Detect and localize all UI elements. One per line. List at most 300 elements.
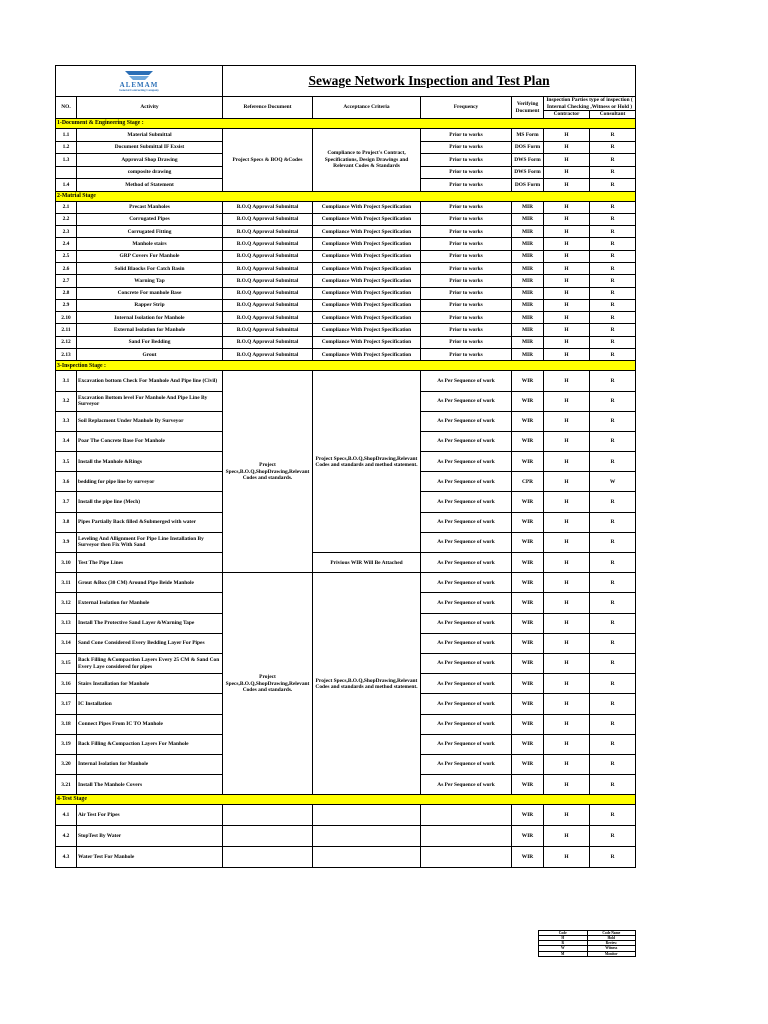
row-consultant: R	[590, 734, 636, 754]
row-acceptance: Compliance With Project Specification	[313, 238, 421, 250]
table-row	[56, 312, 636, 324]
legend-code-name: Witness	[587, 946, 636, 951]
row-activity: Rapper Strip	[77, 299, 223, 311]
row-contractor: H	[544, 714, 590, 734]
row-activity: Sand For Bedding	[77, 336, 223, 348]
row-contractor: H	[544, 593, 590, 613]
row-frequency: Prior to works	[421, 312, 512, 324]
row-consultant: R	[590, 653, 636, 673]
row-activity: Back Filling &Compaction Layers For Manhole	[77, 734, 223, 754]
row-consultant: R	[590, 452, 636, 472]
row-no: 3.18	[56, 714, 77, 734]
row-no: 3.7	[56, 492, 77, 512]
row-consultant: R	[590, 179, 636, 192]
table-row	[56, 573, 636, 593]
reference-document: Project Specs,B.O.Q,ShopDrawing,Relevant Codes and standards.	[223, 573, 313, 795]
row-contractor: H	[544, 694, 590, 714]
row-reference: B.O.Q Approval Submittal	[223, 262, 313, 274]
col-header-acceptance: Acceptance Criteria	[313, 97, 421, 119]
row-no: 3.10	[56, 553, 77, 573]
logo-text: ALEMAM	[119, 81, 159, 90]
row-verifying: WIR	[512, 613, 544, 633]
row-activity: Install The Protective Sand Layer &Warning Tape	[77, 613, 223, 633]
row-acceptance: Compliance With Project Specification	[313, 299, 421, 311]
row-no: 3.6	[56, 472, 77, 492]
row-verifying: WIR	[512, 411, 544, 431]
acceptance-criteria: Project Specs,B.O.Q,ShopDrawing,Relevant Codes and standards and method statement.	[313, 371, 421, 553]
row-activity: Material Submittal	[77, 129, 223, 142]
row-frequency: Prior to works	[421, 275, 512, 287]
row-verifying: WIR	[512, 391, 544, 411]
row-activity: Test The Pipe Lines	[77, 553, 223, 573]
row-no: 3.13	[56, 613, 77, 633]
row-verifying: WIR	[512, 553, 544, 573]
row-activity: Install the Manhole &Rings	[77, 452, 223, 472]
document-title: Sewage Network Inspection and Test Plan	[223, 66, 636, 97]
row-consultant: R	[590, 275, 636, 287]
row-reference: B.O.Q Approval Submittal	[223, 250, 313, 262]
row-frequency: Prior to works	[421, 336, 512, 348]
row-verifying: MIR	[512, 226, 544, 238]
row-activity: composite drawing	[77, 166, 223, 179]
row-reference: B.O.Q Approval Submittal	[223, 349, 313, 361]
row-contractor: H	[544, 238, 590, 250]
row-activity: Pipes Partially Back filled &Submerged with water	[77, 512, 223, 532]
row-reference: B.O.Q Approval Submittal	[223, 299, 313, 311]
row-acceptance: Compliance With Project Specification	[313, 201, 421, 213]
row-frequency: Prior to works	[421, 129, 512, 142]
table-row	[56, 826, 636, 847]
row-frequency: As Per Sequence of work	[421, 472, 512, 492]
reference-document: Project Specs,B.O.Q,ShopDrawing,Relevant Codes and standards.	[223, 371, 313, 573]
legend-code: W	[539, 946, 588, 951]
row-contractor: H	[544, 512, 590, 532]
row-contractor: H	[544, 349, 590, 361]
row-activity: Install The Manhole Covers	[77, 775, 223, 795]
stage-header	[56, 795, 636, 805]
row-verifying: MIR	[512, 349, 544, 361]
row-no: 3.21	[56, 775, 77, 795]
stage-header	[56, 191, 636, 201]
row-activity: Precast Manholes	[77, 201, 223, 213]
row-consultant: R	[590, 775, 636, 795]
row-consultant: R	[590, 238, 636, 250]
row-consultant: R	[590, 492, 636, 512]
row-consultant: R	[590, 411, 636, 431]
row-reference: B.O.Q Approval Submittal	[223, 213, 313, 225]
row-frequency: As Per Sequence of work	[421, 553, 512, 573]
row-frequency: Prior to works	[421, 250, 512, 262]
row-frequency: As Per Sequence of work	[421, 653, 512, 673]
row-activity: Warning Tap	[77, 275, 223, 287]
row-frequency: Prior to works	[421, 141, 512, 154]
row-activity: Air Test For Pipes	[77, 805, 223, 826]
row-contractor: H	[544, 734, 590, 754]
row-reference: B.O.Q Approval Submittal	[223, 238, 313, 250]
acceptance-criteria: Project Specs,B.O.Q,ShopDrawing,Relevant Codes and standards and method statement.	[313, 573, 421, 795]
row-reference	[223, 826, 313, 847]
row-contractor: H	[544, 336, 590, 348]
row-consultant: R	[590, 299, 636, 311]
row-no: 3.20	[56, 754, 77, 774]
row-verifying: MIR	[512, 262, 544, 274]
row-consultant: R	[590, 141, 636, 154]
row-contractor: H	[544, 653, 590, 673]
row-frequency: As Per Sequence of work	[421, 411, 512, 431]
row-frequency: Prior to works	[421, 213, 512, 225]
row-frequency: As Per Sequence of work	[421, 492, 512, 512]
row-activity: Install the pipe line (Mech)	[77, 492, 223, 512]
row-no: 2.12	[56, 336, 77, 348]
row-contractor: H	[544, 226, 590, 238]
row-frequency: As Per Sequence of work	[421, 573, 512, 593]
stage-label: 2-Matrial Stage	[56, 191, 636, 201]
row-verifying: WIR	[512, 674, 544, 694]
row-frequency: Prior to works	[421, 287, 512, 299]
row-reference: B.O.Q Approval Submittal	[223, 275, 313, 287]
row-reference: B.O.Q Approval Submittal	[223, 287, 313, 299]
row-verifying: MS Form	[512, 129, 544, 142]
legend-code-name: Monitor	[587, 951, 636, 956]
table-row	[56, 336, 636, 348]
row-frequency: Prior to works	[421, 349, 512, 361]
row-frequency: As Per Sequence of work	[421, 694, 512, 714]
row-no: 3.15	[56, 653, 77, 673]
row-consultant: R	[590, 336, 636, 348]
row-frequency: As Per Sequence of work	[421, 593, 512, 613]
row-verifying: DOS Form	[512, 141, 544, 154]
table-row	[56, 805, 636, 826]
stage-header	[56, 361, 636, 371]
row-consultant: R	[590, 371, 636, 391]
row-verifying: DWS Form	[512, 166, 544, 179]
row-frequency: As Per Sequence of work	[421, 431, 512, 451]
row-consultant: R	[590, 714, 636, 734]
company-logo	[57, 69, 221, 92]
row-contractor: H	[544, 775, 590, 795]
row-no: 3.9	[56, 532, 77, 552]
row-acceptance	[313, 826, 421, 847]
row-no: 2.2	[56, 213, 77, 225]
row-acceptance: Compliance With Project Specification	[313, 336, 421, 348]
row-verifying: WIR	[512, 431, 544, 451]
col-header-verifying: Verifying Document	[512, 97, 544, 119]
row-consultant: R	[590, 553, 636, 573]
row-contractor: H	[544, 847, 590, 868]
row-contractor: H	[544, 472, 590, 492]
col-header-activity: Activity	[77, 97, 223, 119]
row-no: 3.2	[56, 391, 77, 411]
row-no: 4.3	[56, 847, 77, 868]
table-row	[56, 553, 636, 573]
row-activity: bedding for pipe line by surveyor	[77, 472, 223, 492]
row-no: 1.1	[56, 129, 77, 142]
row-verifying: WIR	[512, 694, 544, 714]
stage-label: 4-Test Stage	[56, 795, 636, 805]
row-consultant: R	[590, 201, 636, 213]
row-no: 3.17	[56, 694, 77, 714]
row-activity: IC Installation	[77, 694, 223, 714]
table-row	[56, 275, 636, 287]
row-consultant: R	[590, 573, 636, 593]
row-verifying: DOS Form	[512, 179, 544, 192]
row-frequency: Prior to works	[421, 154, 512, 167]
row-verifying: MIR	[512, 238, 544, 250]
row-consultant: R	[590, 166, 636, 179]
reference-document: Project Specs & BOQ &Codes	[223, 129, 313, 192]
row-verifying: WIR	[512, 826, 544, 847]
row-acceptance: Compliance With Project Specification	[313, 324, 421, 336]
row-frequency: As Per Sequence of work	[421, 391, 512, 411]
legend-code-name: Hold	[587, 936, 636, 941]
row-no: 3.14	[56, 633, 77, 653]
row-consultant: R	[590, 613, 636, 633]
row-activity: Document Submittal IF Exsist	[77, 141, 223, 154]
row-no: 2.8	[56, 287, 77, 299]
row-no: 3.3	[56, 411, 77, 431]
row-frequency: As Per Sequence of work	[421, 512, 512, 532]
row-verifying: WIR	[512, 532, 544, 552]
row-contractor: H	[544, 179, 590, 192]
row-no: 2.11	[56, 324, 77, 336]
row-acceptance: Compliance With Project Specification	[313, 250, 421, 262]
row-no	[56, 166, 77, 179]
table-row	[56, 226, 636, 238]
logo-subtext: General Contracting Company	[119, 88, 159, 93]
stage-header	[56, 119, 636, 129]
row-acceptance: Compliance With Project Specification	[313, 226, 421, 238]
row-frequency: Prior to works	[421, 201, 512, 213]
row-contractor: H	[544, 299, 590, 311]
table-row	[56, 324, 636, 336]
row-verifying: WIR	[512, 452, 544, 472]
row-verifying: WIR	[512, 775, 544, 795]
row-activity: Soil Replacment Under Manhole By Surveyor	[77, 411, 223, 431]
row-activity: Connect Pipes From IC TO Manhole	[77, 714, 223, 734]
row-activity: GRP Covers For Manhole	[77, 250, 223, 262]
row-verifying: WIR	[512, 512, 544, 532]
row-no: 3.5	[56, 452, 77, 472]
row-contractor: H	[544, 826, 590, 847]
row-no: 2.6	[56, 262, 77, 274]
row-frequency: Prior to works	[421, 238, 512, 250]
legend-code-name: Review	[587, 941, 636, 946]
legend-row	[539, 951, 636, 956]
row-no: 3.19	[56, 734, 77, 754]
stage-label: 1-Document & Engineering Stage :	[56, 119, 636, 129]
row-contractor: H	[544, 553, 590, 573]
row-contractor: H	[544, 154, 590, 167]
col-header-consultant: Consultant	[590, 111, 636, 119]
row-contractor: H	[544, 674, 590, 694]
row-consultant: R	[590, 154, 636, 167]
col-header-reference: Reference Document	[223, 97, 313, 119]
itp-table	[55, 65, 636, 868]
row-contractor: H	[544, 312, 590, 324]
row-reference: B.O.Q Approval Submittal	[223, 324, 313, 336]
table-row	[56, 213, 636, 225]
row-frequency: As Per Sequence of work	[421, 754, 512, 774]
row-activity: StopTest By Water	[77, 826, 223, 847]
row-activity: Stairs Installation for Manhole	[77, 674, 223, 694]
itp-sheet	[55, 65, 635, 868]
row-acceptance	[313, 847, 421, 868]
row-contractor: H	[544, 129, 590, 142]
row-activity: Concrete For manhole Base	[77, 287, 223, 299]
row-no: 3.8	[56, 512, 77, 532]
row-contractor: H	[544, 201, 590, 213]
code-legend	[538, 930, 636, 957]
row-verifying: MIR	[512, 336, 544, 348]
row-no: 2.10	[56, 312, 77, 324]
row-consultant: R	[590, 129, 636, 142]
row-contractor: H	[544, 250, 590, 262]
row-activity: Internal Isolation for Manhole	[77, 754, 223, 774]
row-contractor: H	[544, 532, 590, 552]
row-contractor: H	[544, 262, 590, 274]
row-frequency: As Per Sequence of work	[421, 714, 512, 734]
row-activity: Grout	[77, 349, 223, 361]
row-activity: External Isolation for Manhole	[77, 593, 223, 613]
acceptance-criteria: Compliance to Project's Contract, Specifications, Design Drawings and Relevant Codes & Standards	[313, 129, 421, 192]
col-header-parties: Inspection Parties type of inspection ( Internal Checking ,Witness or Hold )	[544, 97, 636, 111]
row-contractor: H	[544, 324, 590, 336]
row-activity: Corrugated Pipes	[77, 213, 223, 225]
table-row	[56, 201, 636, 213]
row-acceptance: Compliance With Project Specification	[313, 213, 421, 225]
row-frequency: As Per Sequence of work	[421, 775, 512, 795]
row-activity: Water Test For Manhole	[77, 847, 223, 868]
row-verifying: WIR	[512, 847, 544, 868]
row-acceptance: Compliance With Project Specification	[313, 312, 421, 324]
row-frequency: Prior to works	[421, 324, 512, 336]
row-no: 3.1	[56, 371, 77, 391]
row-no: 2.9	[56, 299, 77, 311]
row-activity: Excavation Bottom level For Manhole And Pipe Line By Surveyor	[77, 391, 223, 411]
row-contractor: H	[544, 287, 590, 299]
row-no: 2.5	[56, 250, 77, 262]
row-frequency: Prior to works	[421, 226, 512, 238]
row-contractor: H	[544, 452, 590, 472]
row-reference	[223, 847, 313, 868]
row-no: 4.1	[56, 805, 77, 826]
row-no: 3.11	[56, 573, 77, 593]
row-reference: B.O.Q Approval Submittal	[223, 201, 313, 213]
row-consultant: R	[590, 312, 636, 324]
row-verifying: MIR	[512, 299, 544, 311]
company-logo-cell	[56, 66, 223, 97]
row-frequency: Prior to works	[421, 262, 512, 274]
row-reference: B.O.Q Approval Submittal	[223, 336, 313, 348]
legend-code: H	[539, 936, 588, 941]
row-acceptance: Compliance With Project Specification	[313, 349, 421, 361]
row-contractor: H	[544, 754, 590, 774]
row-verifying: WIR	[512, 371, 544, 391]
legend-header-code: Code	[539, 931, 588, 936]
row-contractor: H	[544, 431, 590, 451]
row-no: 2.13	[56, 349, 77, 361]
row-activity: Back Filling &Compaction Layers Every 25 CM & Sand Con Every Laye considered for pipes	[77, 653, 223, 673]
row-frequency	[421, 847, 512, 868]
row-consultant: R	[590, 826, 636, 847]
row-consultant: R	[590, 324, 636, 336]
row-verifying: WIR	[512, 593, 544, 613]
row-reference	[223, 805, 313, 826]
row-contractor: H	[544, 391, 590, 411]
row-frequency: As Per Sequence of work	[421, 452, 512, 472]
row-consultant: R	[590, 226, 636, 238]
col-header-contractor: Contractor	[544, 111, 590, 119]
row-contractor: H	[544, 166, 590, 179]
row-contractor: H	[544, 213, 590, 225]
row-activity: Manhole stairs	[77, 238, 223, 250]
row-frequency: Prior to works	[421, 179, 512, 192]
row-verifying: WIR	[512, 805, 544, 826]
table-row	[56, 287, 636, 299]
row-no: 1.2	[56, 141, 77, 154]
row-no: 3.12	[56, 593, 77, 613]
row-verifying: WIR	[512, 633, 544, 653]
row-contractor: H	[544, 613, 590, 633]
row-frequency: As Per Sequence of work	[421, 371, 512, 391]
row-verifying: MIR	[512, 201, 544, 213]
row-verifying: WIR	[512, 653, 544, 673]
row-verifying: MIR	[512, 324, 544, 336]
row-consultant: R	[590, 431, 636, 451]
row-no: 2.3	[56, 226, 77, 238]
row-verifying: MIR	[512, 287, 544, 299]
row-frequency: As Per Sequence of work	[421, 532, 512, 552]
row-activity: Sand Cone Considered Every Bedding Layer For Pipes	[77, 633, 223, 653]
row-consultant: R	[590, 694, 636, 714]
row-activity: Approval Shop Drawing	[77, 154, 223, 167]
legend-header-code-name: Code Name	[587, 931, 636, 936]
row-contractor: H	[544, 805, 590, 826]
row-verifying: WIR	[512, 492, 544, 512]
row-consultant: R	[590, 349, 636, 361]
row-consultant: R	[590, 593, 636, 613]
row-activity: Grout &Box (30 CM) Around Pipe Beide Manhole	[77, 573, 223, 593]
table-row	[56, 371, 636, 391]
acceptance-criteria: Privious WIR Will Be Attached	[313, 553, 421, 573]
row-frequency: As Per Sequence of work	[421, 613, 512, 633]
row-verifying: MIR	[512, 312, 544, 324]
row-verifying: CPR	[512, 472, 544, 492]
row-acceptance: Compliance With Project Specification	[313, 262, 421, 274]
row-reference: B.O.Q Approval Submittal	[223, 226, 313, 238]
row-verifying: WIR	[512, 714, 544, 734]
row-verifying: WIR	[512, 734, 544, 754]
row-frequency: Prior to works	[421, 166, 512, 179]
row-no: 4.2	[56, 826, 77, 847]
row-acceptance: Compliance With Project Specification	[313, 275, 421, 287]
row-contractor: H	[544, 141, 590, 154]
row-consultant: R	[590, 633, 636, 653]
row-verifying: DWS Form	[512, 154, 544, 167]
row-contractor: H	[544, 371, 590, 391]
row-contractor: H	[544, 275, 590, 287]
row-consultant: R	[590, 805, 636, 826]
row-frequency	[421, 805, 512, 826]
row-consultant: R	[590, 532, 636, 552]
row-reference: B.O.Q Approval Submittal	[223, 312, 313, 324]
row-consultant: W	[590, 472, 636, 492]
table-row	[56, 250, 636, 262]
table-row	[56, 129, 636, 142]
row-consultant: R	[590, 754, 636, 774]
row-no: 1.3	[56, 154, 77, 167]
row-activity: Internal Isolation for Manhole	[77, 312, 223, 324]
